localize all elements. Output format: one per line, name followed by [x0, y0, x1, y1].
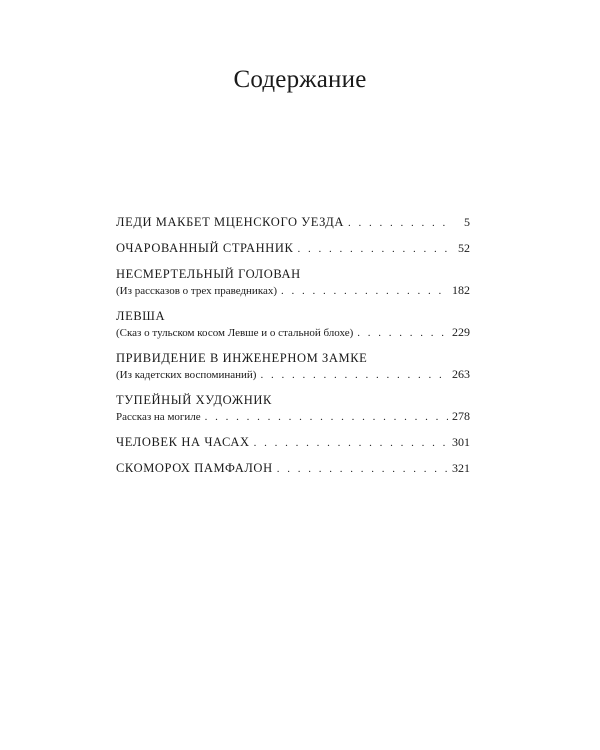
- dot-leader: [260, 367, 448, 383]
- toc-line: [116, 324, 470, 341]
- dot-leader: [357, 325, 448, 341]
- dot-leader: [277, 461, 448, 477]
- toc-page-number: 229: [452, 325, 470, 339]
- toc-entry: [116, 266, 470, 299]
- toc-line: [116, 214, 470, 231]
- toc-entry-title: ЛЕДИ МАКБЕТ МЦЕНСКОГО УЕЗДА: [116, 215, 344, 229]
- toc-page-number: 52: [458, 241, 470, 255]
- dot-leader: [281, 283, 448, 299]
- toc-entry: [116, 240, 470, 257]
- toc-line: [116, 282, 470, 299]
- toc-entry: [116, 460, 470, 477]
- toc-line: [116, 240, 470, 257]
- toc-entry-title: НЕСМЕРТЕЛЬНЫЙ ГОЛОВАН: [116, 267, 301, 281]
- toc-line: [116, 460, 470, 477]
- toc-line: [116, 366, 470, 383]
- toc-page-number: 321: [452, 461, 470, 475]
- toc-entry-title: ОЧАРОВАННЫЙ СТРАННИК: [116, 241, 294, 255]
- toc-entry: [116, 350, 470, 383]
- toc-entry-title: ЧЕЛОВЕК НА ЧАСАХ: [116, 435, 250, 449]
- dot-leader: [205, 409, 448, 425]
- dot-leader: [297, 241, 448, 257]
- toc-line: [116, 434, 470, 451]
- dot-leader: [348, 215, 448, 231]
- toc-entry-title: СКОМОРОХ ПАМФАЛОН: [116, 461, 273, 475]
- toc-entry: [116, 434, 470, 451]
- toc-page-number: 278: [452, 409, 470, 423]
- toc-entry-subtitle: (Из рассказов о трех праведниках): [116, 285, 278, 297]
- toc-page-number: 263: [452, 367, 470, 381]
- toc-entry-subtitle: (Из кадетских воспоминаний): [116, 369, 257, 381]
- toc-entry-title: ПРИВИДЕНИЕ В ИНЖЕНЕРНОМ ЗАМКЕ: [116, 351, 368, 365]
- dot-leader: [254, 435, 448, 451]
- toc-entry: [116, 214, 470, 231]
- page-title: Содержание: [233, 66, 367, 93]
- toc-page-number: 182: [452, 283, 470, 297]
- toc-entry: [116, 308, 470, 341]
- toc-entry-subtitle: (Сказ о тульском косом Левше и о стальной блохе): [116, 327, 354, 339]
- toc-page-number: 301: [452, 435, 470, 449]
- toc-line: [116, 408, 470, 425]
- table-of-contents: [116, 214, 470, 486]
- toc-entry: [116, 392, 470, 425]
- toc-entry-title: ЛЕВША: [116, 309, 166, 323]
- toc-entry-title: ТУПЕЙНЫЙ ХУДОЖНИК: [116, 393, 272, 407]
- toc-page-number: 5: [464, 215, 470, 229]
- toc-entry-subtitle: Рассказ на могиле: [116, 411, 201, 423]
